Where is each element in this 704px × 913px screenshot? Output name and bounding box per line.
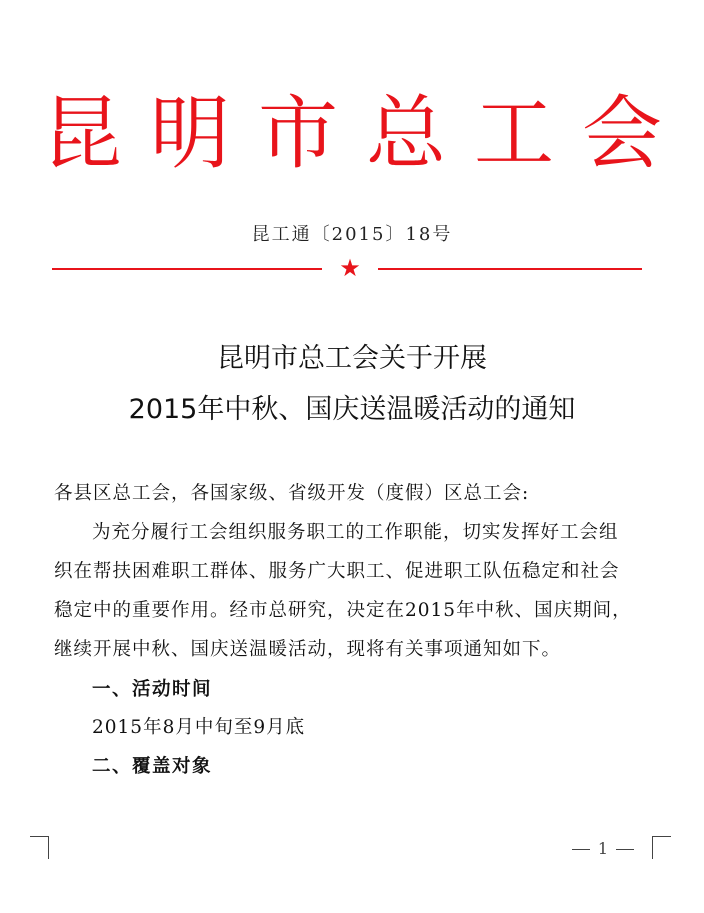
section-heading-coverage: 二、覆盖对象 xyxy=(92,756,213,777)
document-title-line-1: 昆明市总工会关于开展 xyxy=(217,343,487,374)
page-number-value: 1 xyxy=(597,839,609,858)
page-number-dash-left xyxy=(572,849,590,850)
paragraph-line: 为充分履行工会组织服务职工的工作职能，切实发挥好工会组 xyxy=(92,522,619,543)
paragraph-line: 稳定中的重要作用。经市总研究，决定在2015年中秋、国庆期间， xyxy=(54,600,632,621)
page-corner-mark-left xyxy=(30,836,49,859)
document-title-line-2: 2015年中秋、国庆送温暖活动的通知 xyxy=(128,394,576,425)
paragraph-line: 继续开展中秋、国庆送温暖活动，现将有关事项通知如下。 xyxy=(54,639,562,660)
section-text-activity-time: 2015年8月中旬至9月底 xyxy=(92,717,306,738)
page-corner-mark-right xyxy=(652,836,671,859)
masthead: 昆明市总工会 xyxy=(42,87,690,180)
red-rule-left xyxy=(52,268,322,270)
salutation: 各县区总工会，各国家级、省级开发（度假）区总工会: xyxy=(54,483,530,504)
star-icon: ★ xyxy=(339,254,361,282)
document-number: 昆工通〔2015〕18号 xyxy=(251,224,453,245)
page-number xyxy=(568,838,638,860)
section-heading-activity-time: 一、活动时间 xyxy=(92,679,213,700)
page-number-dash-right xyxy=(616,849,634,850)
red-rule-right xyxy=(378,268,642,270)
paragraph-line: 织在帮扶困难职工群体、服务广大职工、促进职工队伍稳定和社会 xyxy=(54,561,620,582)
